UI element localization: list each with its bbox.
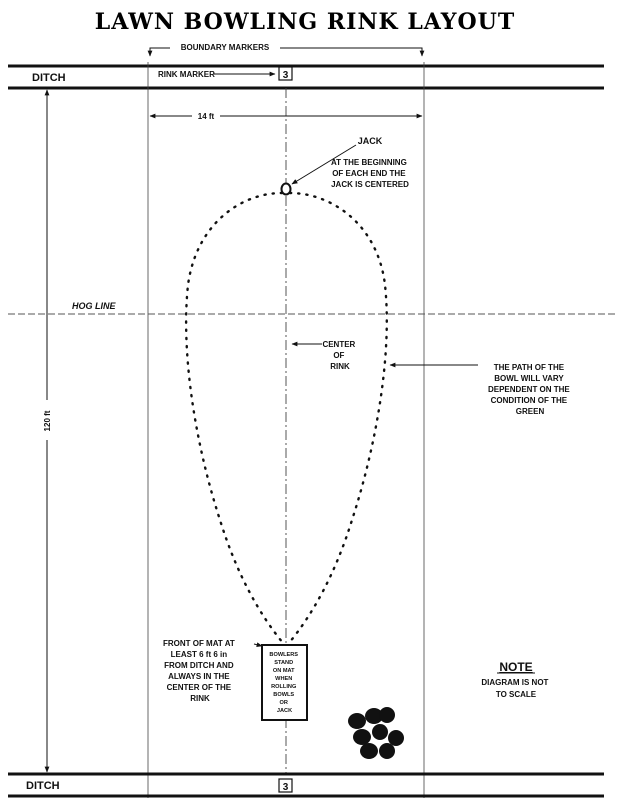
center-of-rink-label: CENTER OF RINK <box>322 340 356 371</box>
rink-number-bottom: 3 <box>282 782 289 793</box>
jack-note: AT THE BEGINNING OF EACH END THE JACK IS CENTERED <box>330 158 409 189</box>
boundary-markers-label: BOUNDARY MARKERS <box>180 43 270 52</box>
bowl <box>379 707 395 723</box>
front-of-mat-note: FRONT OF MAT AT LEAST 6 ft 6 in FROM DITCH AND ALWAYS IN THE CENTER OF THE RINK <box>162 639 235 703</box>
bowl <box>348 713 366 729</box>
rink-number-top: 3 <box>282 70 289 81</box>
length-label: 120 ft <box>43 410 52 432</box>
width-label: 14 ft <box>197 112 215 121</box>
hog-line-label: HOG LINE <box>72 301 116 311</box>
bowl <box>372 724 388 740</box>
page-title: LAWN BOWLING RINK LAYOUT <box>94 9 516 35</box>
note-text: DIAGRAM IS NOT TO SCALE <box>481 678 549 699</box>
ditch-top-label: DITCH <box>32 72 66 84</box>
bowl <box>388 730 404 746</box>
front-of-mat-pointer <box>254 644 262 646</box>
ditch-bottom-label: DITCH <box>26 780 60 792</box>
bowl-path-note: THE PATH OF THE BOWL WILL VARY DEPENDENT ON THE CONDITION OF THE GREEN <box>487 363 570 416</box>
bowl-path <box>186 193 387 643</box>
bowls-cluster <box>348 707 404 759</box>
rink-marker-label: RINK MARKER <box>158 70 215 79</box>
jack-label: JACK <box>357 136 383 146</box>
bowl <box>360 743 378 759</box>
mat-text: BOWLERS STAND ON MAT WHEN ROLLING BOWLS OR JACK <box>269 652 299 714</box>
bowl <box>353 729 371 745</box>
bowl <box>379 743 395 759</box>
note-title: NOTE <box>499 660 533 674</box>
